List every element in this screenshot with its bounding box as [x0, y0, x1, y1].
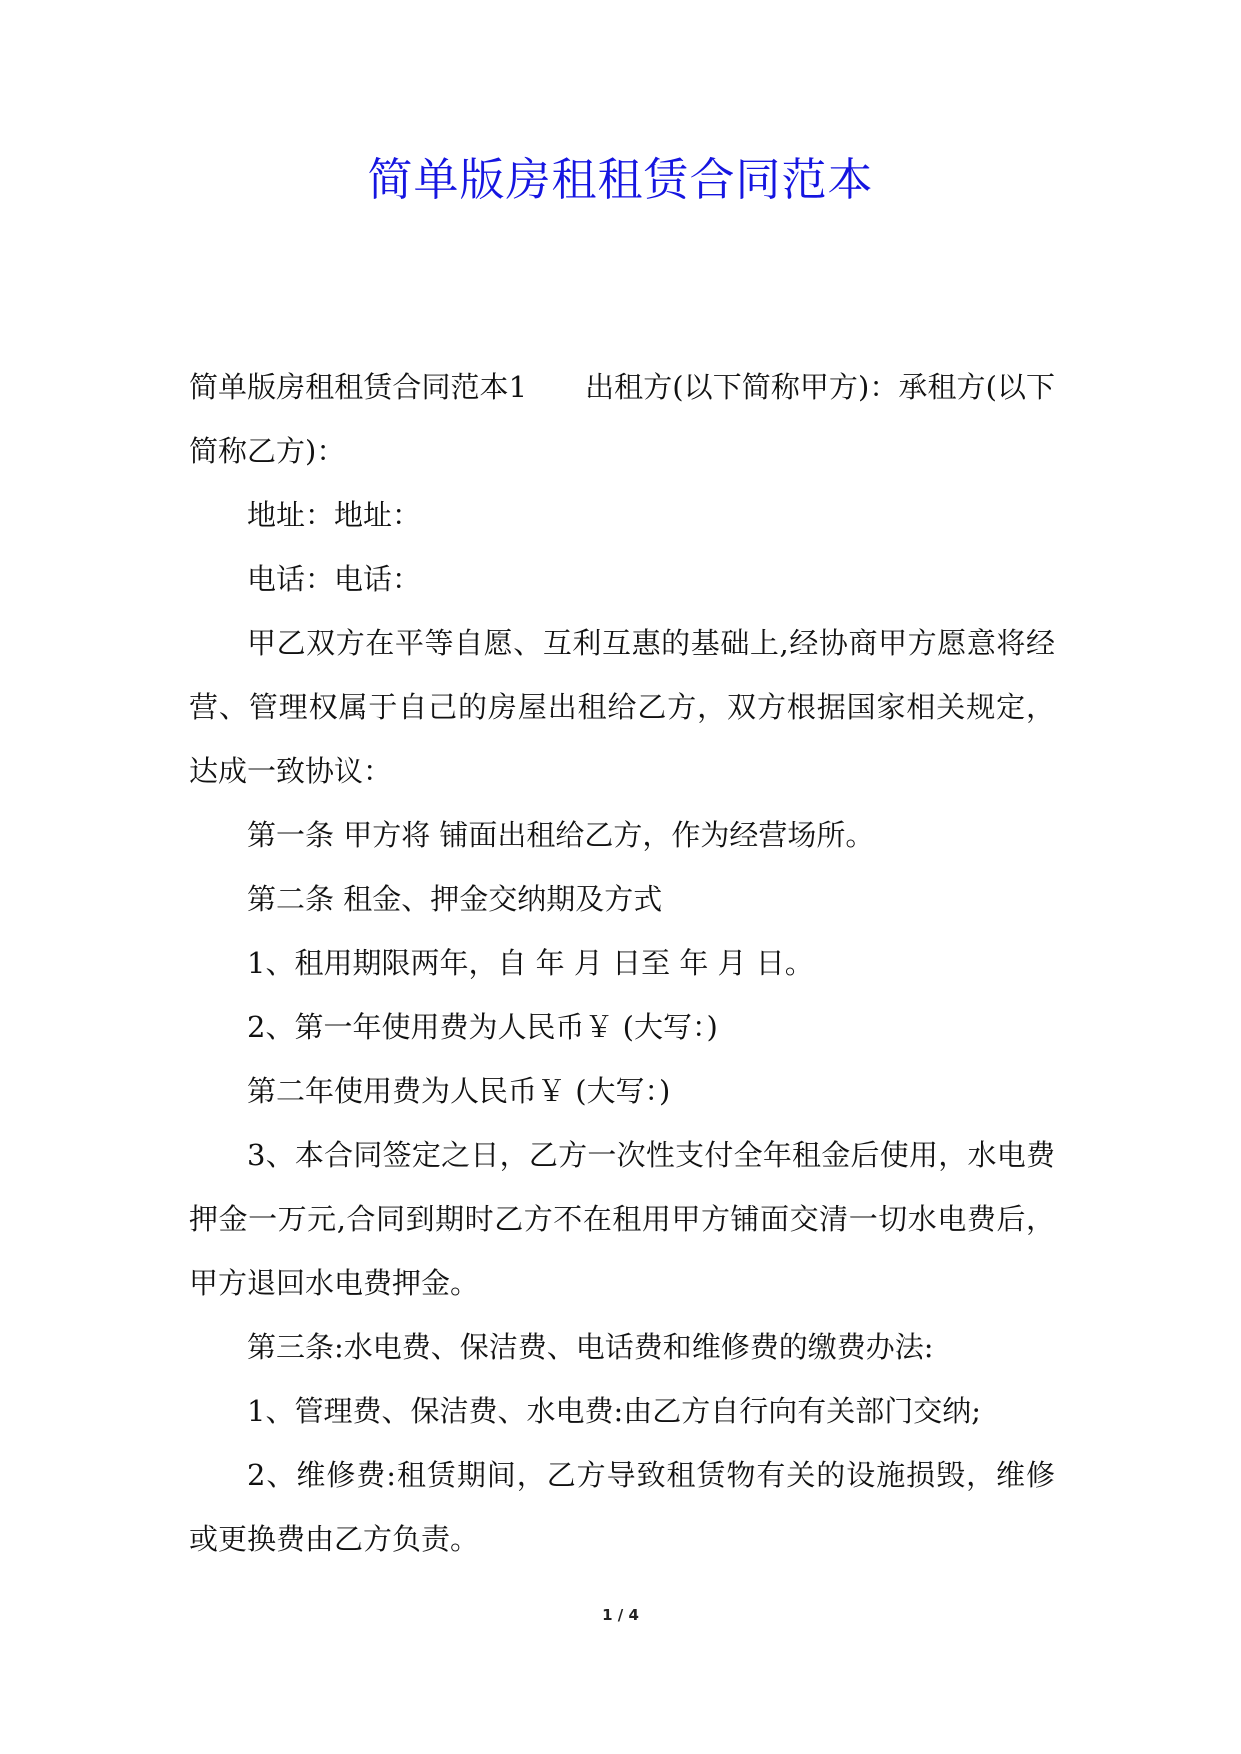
article-2-item-1: 1、租用期限两年，自 年 月 日至 年 月 日。	[247, 946, 814, 980]
document-title: 简单版房租租赁合同范本	[367, 153, 874, 206]
article-3-item-2: 2、维修费:租赁期间，乙方导致租赁物有关的设施损毁，维修或更换费由乙方负责。	[189, 1458, 1055, 1556]
page-number: 1 / 4	[602, 1606, 639, 1624]
article-1: 第一条 甲方将 铺面出租给乙方，作为经营场所。	[247, 818, 875, 852]
article-3-item-1: 1、管理费、保洁费、水电费:由乙方自行向有关部门交纳;	[247, 1394, 981, 1428]
article-3: 第三条:水电费、保洁费、电话费和维修费的缴费办法:	[247, 1330, 934, 1364]
paragraph-intro: 甲乙双方在平等自愿、互利互惠的基础上,经协商甲方愿意将经营、管理权属于自己的房屋出租给乙方，双方根据国家相关规定，达成一致协议：	[189, 626, 1055, 788]
paragraph-parties	[189, 355, 1055, 483]
contract-heading: 简单版房租租赁合同范本1	[189, 370, 528, 404]
article-2-item-3: 3、本合同签定之日，乙方一次性支付全年租金后使用，水电费押金一万元,合同到期时乙方不在租用甲方铺面交清一切水电费后，甲方退回水电费押金。	[189, 1138, 1055, 1300]
document-body	[189, 355, 1055, 1571]
paragraph-phone: 电话：电话：	[247, 562, 422, 596]
article-2-item-2: 2、第一年使用费为人民币￥ (大写：)	[247, 1010, 718, 1044]
paragraph-address: 地址：地址：	[247, 498, 422, 532]
parties-text: 出租方(以下简称甲方)：承租方(以下简称乙方)：	[189, 370, 1055, 468]
article-2-item-2b: 第二年使用费为人民币￥ (大写：)	[247, 1074, 671, 1108]
article-2: 第二条 租金、押金交纳期及方式	[247, 882, 663, 916]
